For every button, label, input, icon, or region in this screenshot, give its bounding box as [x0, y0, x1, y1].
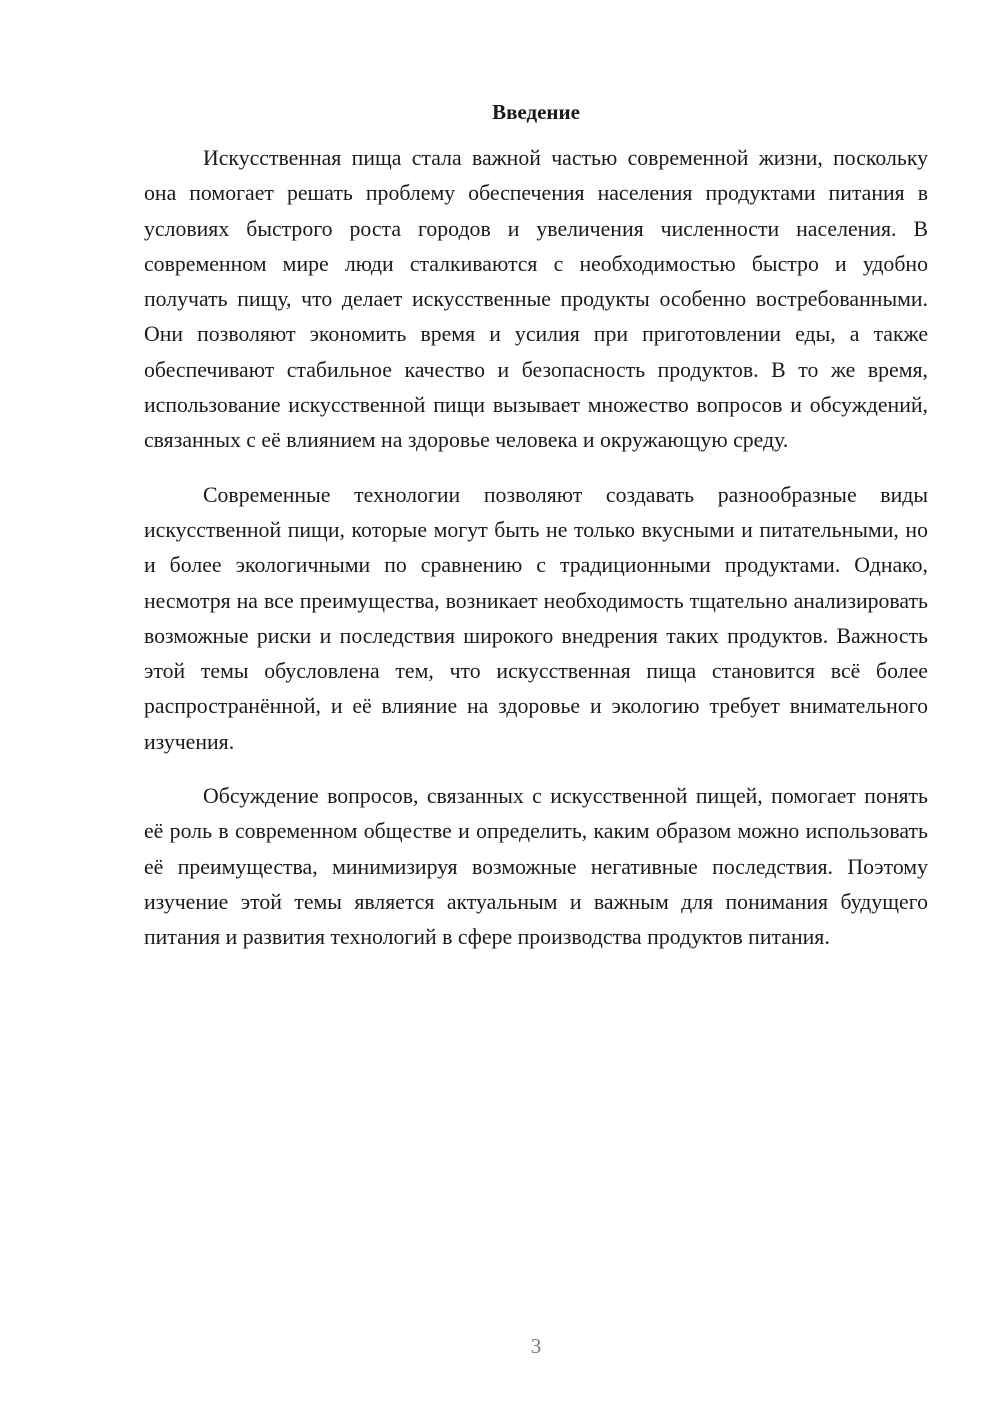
body-text: [144, 141, 928, 975]
paragraph-3: Обсуждение вопросов, связанных с искусственной пищей, помогает понять её роль в современном обществе и определить, каким образом можно использовать её преимущества, минимизируя возможные негативные последствия. Поэтому изучение этой темы является актуальным и важным для понимания будущего питания и развития технологий в сфере производства продуктов питания.: [144, 784, 928, 950]
section-title: Введение: [492, 100, 580, 124]
page-number: 3: [530, 1334, 542, 1358]
paragraph-1: Искусственная пища стала важной частью современной жизни, поскольку она помогает решать проблему обеспечения населения продуктами питания в условиях быстрого роста городов и увеличения численности населения. В современном мире люди сталкиваются с необходимостью быстро и удобно получать пищу, что делает искусственные продукты особенно востребованными. Они позволяют экономить время и усилия при приготовлении еды, а также обеспечивают стабильное качество и безопасность продуктов. В то же время, использование искусственной пищи вызывает множество вопросов и обсуждений, связанных с её влиянием на здоровье человека и окружающую среду.: [144, 146, 928, 453]
paragraph-2: Современные технологии позволяют создавать разнообразные виды искусственной пищи, которые могут быть не только вкусными и питательными, но и более экологичными по сравнению с традиционными продуктами. Однако, несмотря на все преимущества, возникает необходимость тщательно анализировать возможные риски и последствия широкого внедрения таких продуктов. Важность этой темы обусловлена тем, что искусственная пища становится всё более распространённой, и её влияние на здоровье и экологию требует внимательного изучения.: [144, 482, 928, 754]
